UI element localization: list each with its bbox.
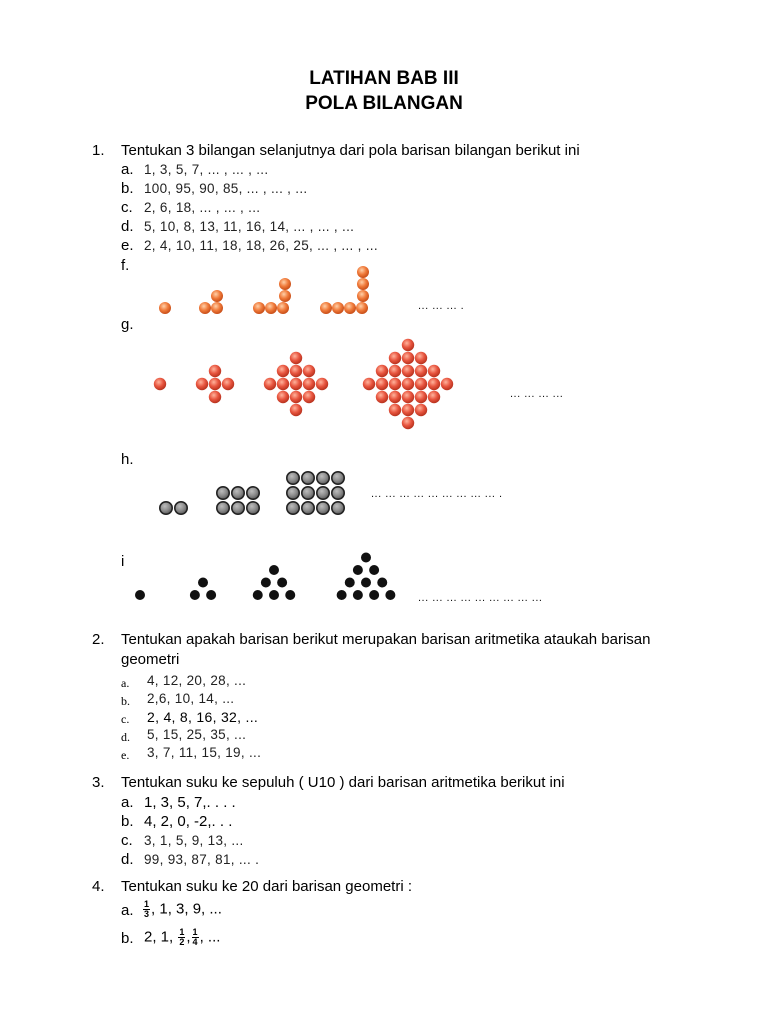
bead	[290, 404, 302, 416]
q1-item-b-text: 100, 95, 90, 85, ... , ... , ...	[144, 181, 308, 196]
q2-item-d-text: 5, 15, 25, 35, ...	[147, 727, 247, 742]
gray-dot	[160, 502, 172, 514]
gray-dot	[217, 487, 229, 499]
bead	[402, 378, 414, 390]
q2-item-b-text: 2,6, 10, 14, ...	[147, 691, 235, 706]
q4-b-f2-denominator: 4	[192, 937, 198, 947]
gray-dot	[332, 502, 344, 514]
bead	[389, 378, 401, 390]
question-2-text-line1: Tentukan apakah barisan berikut merupakan barisan aritmetika ataukah barisan	[121, 631, 651, 648]
gray-dot	[232, 487, 244, 499]
q4-a-rest: , 1, 3, 9, ...	[151, 900, 222, 918]
q4-a-fraction	[143, 900, 150, 919]
bead	[402, 352, 414, 364]
gray-dot	[247, 502, 259, 514]
bead	[376, 391, 388, 403]
page-title: LATIHAN BAB III	[309, 68, 459, 89]
q1-item-c-text: 2, 6, 18, ... , ... , ...	[144, 200, 261, 215]
q2-item-c-label: c.	[121, 712, 130, 726]
bead	[389, 404, 401, 416]
gray-dot	[332, 472, 344, 484]
bead	[389, 391, 401, 403]
bead	[290, 365, 302, 377]
q3-item-c-text: 3, 1, 5, 9, 13, ...	[144, 833, 244, 848]
q3-item-b-label: b.	[121, 813, 134, 830]
q1-item-e-text: 2, 4, 10, 11, 18, 18, 26, 25, ... , ... , ...	[144, 238, 378, 253]
bead	[303, 365, 315, 377]
bead	[303, 391, 315, 403]
black-dot	[377, 578, 387, 588]
q2-item-b-label: b.	[121, 694, 130, 708]
black-dot	[277, 578, 287, 588]
black-dot	[385, 590, 395, 600]
black-dot	[361, 578, 371, 588]
gray-dot	[217, 502, 229, 514]
bead	[402, 391, 414, 403]
bead	[415, 378, 427, 390]
black-dot	[269, 565, 279, 575]
question-4-text: Tentukan suku ke 20 dari barisan geometri :	[121, 878, 412, 895]
q4-item-b-label: b.	[121, 930, 134, 947]
q4-a-frac-denominator: 3	[144, 909, 150, 919]
black-dot	[337, 590, 347, 600]
q1-item-a-label: a.	[121, 161, 134, 178]
q4-b-fraction-2	[192, 928, 199, 947]
q1-fig-g-answer-blank: ... ... ... ...	[510, 388, 564, 400]
bead	[290, 378, 302, 390]
bead	[277, 391, 289, 403]
gray-dot	[317, 472, 329, 484]
question-3-number: 3.	[92, 774, 105, 791]
q4-b-f1-denominator: 2	[179, 937, 185, 947]
q2-item-a-text: 4, 12, 20, 28, ...	[147, 673, 247, 688]
gray-dot	[317, 502, 329, 514]
black-dot	[369, 590, 379, 600]
q1-fig-h-label: h.	[121, 451, 134, 468]
q1-fig-f-label: f.	[121, 257, 130, 274]
bead	[376, 365, 388, 377]
bead	[415, 404, 427, 416]
gray-dot	[302, 487, 314, 499]
q3-item-a-text: 1, 3, 5, 7,. . . .	[144, 794, 236, 811]
gray-dot	[317, 487, 329, 499]
black-dot	[135, 590, 145, 600]
q1-item-b-label: b.	[121, 180, 134, 197]
bead	[415, 365, 427, 377]
q1-fig-h-answer-blank: ... ... ... ... ... ... ... ... ... .	[371, 488, 503, 500]
bead	[209, 365, 221, 377]
q4-b-lead: 2, 1,	[144, 928, 174, 946]
q2-item-a-label: a.	[121, 676, 130, 690]
page-subtitle: POLA BILANGAN	[305, 93, 463, 114]
bead	[428, 391, 440, 403]
gray-dot	[302, 502, 314, 514]
gray-dot	[287, 487, 299, 499]
bead	[154, 378, 166, 390]
bead	[389, 365, 401, 377]
bead	[303, 378, 315, 390]
q4-item-b-text: 2, 1, $\frac{1}{2}$ , $\frac{1}{4}$ , ...	[144, 927, 221, 947]
gray-dot	[332, 487, 344, 499]
black-dot	[369, 565, 379, 575]
black-dot	[269, 590, 279, 600]
gray-dot	[247, 487, 259, 499]
black-dot	[285, 590, 295, 600]
q1-item-a-text: 1, 3, 5, 7, ... , ... , ...	[144, 162, 269, 177]
gray-dot	[302, 472, 314, 484]
bead	[196, 378, 208, 390]
bead	[222, 378, 234, 390]
black-dot	[190, 590, 200, 600]
bead	[277, 378, 289, 390]
q2-item-e-label: e.	[121, 748, 130, 762]
bead	[402, 339, 414, 351]
q2-item-c-text: 2, 4, 8, 16, 32, ...	[147, 709, 259, 725]
q3-item-b-text: 4, 2, 0, -2,. . .	[144, 813, 233, 830]
gray-dot	[287, 502, 299, 514]
gray-dot	[287, 472, 299, 484]
q4-b-f2-numerator: 1	[192, 927, 198, 937]
black-dot	[353, 590, 363, 600]
q1-fig-i-label: i	[121, 553, 125, 570]
question-4-number: 4.	[92, 878, 105, 895]
black-dot	[345, 578, 355, 588]
q1-item-c-label: c.	[121, 199, 133, 216]
bead	[402, 365, 414, 377]
bead	[290, 391, 302, 403]
black-dot	[198, 578, 208, 588]
question-2-text-line2: geometri	[121, 651, 180, 668]
q4-item-a-label: a.	[121, 902, 134, 919]
bead	[428, 365, 440, 377]
q1-item-e-label: e.	[121, 237, 134, 254]
q1-item-d-label: d.	[121, 218, 134, 235]
q2-item-e-text: 3, 7, 11, 15, 19, ...	[147, 745, 262, 760]
figure-h-grid-pattern	[150, 468, 360, 520]
bead	[264, 378, 276, 390]
q4-b-rest: , ...	[199, 928, 221, 946]
q1-item-d-text: 5, 10, 8, 13, 11, 16, 14, ... , ... , ...	[144, 219, 355, 234]
gray-dot	[232, 502, 244, 514]
bead	[363, 378, 375, 390]
q4-b-f1-numerator: 1	[179, 927, 185, 937]
figure-g-diamond-pattern	[150, 328, 480, 446]
figure-f-bead-pattern	[150, 262, 380, 317]
bead	[209, 378, 221, 390]
q3-item-c-label: c.	[121, 832, 133, 849]
gray-dot	[175, 502, 187, 514]
q1-fig-g-label: g.	[121, 316, 134, 333]
q3-item-d-text: 99, 93, 87, 81, ... .	[144, 852, 260, 867]
q1-fig-i-answer-blank: ... ... ... ... ... ... ... ... ...	[418, 592, 543, 604]
question-3-text: Tentukan suku ke sepuluh ( U10 ) dari barisan aritmetika berikut ini	[121, 774, 565, 791]
bead	[402, 404, 414, 416]
q3-item-a-label: a.	[121, 794, 134, 811]
bead	[441, 378, 453, 390]
black-dot	[261, 578, 271, 588]
bead	[415, 391, 427, 403]
bead	[389, 352, 401, 364]
black-dot	[253, 590, 263, 600]
question-2-number: 2.	[92, 631, 105, 648]
bead	[415, 352, 427, 364]
bead	[290, 352, 302, 364]
bead	[428, 378, 440, 390]
q4-a-frac-numerator: 1	[144, 899, 150, 909]
q4-item-a-text	[142, 900, 222, 919]
question-1-number: 1.	[92, 142, 105, 159]
bead	[402, 417, 414, 429]
black-dot	[353, 565, 363, 575]
q4-b-fraction-1	[178, 928, 185, 947]
q1-fig-f-answer-blank: ... ... ... .	[418, 300, 465, 312]
bead	[316, 378, 328, 390]
q3-item-d-label: d.	[121, 851, 134, 868]
bead	[376, 378, 388, 390]
figure-i-triangle-pattern	[128, 546, 408, 606]
q2-item-d-label: d.	[121, 730, 130, 744]
bead	[277, 365, 289, 377]
black-dot	[206, 590, 216, 600]
black-dot	[361, 553, 371, 563]
question-1-text: Tentukan 3 bilangan selanjutnya dari pola barisan bilangan berikut ini	[121, 142, 580, 159]
bead	[209, 391, 221, 403]
